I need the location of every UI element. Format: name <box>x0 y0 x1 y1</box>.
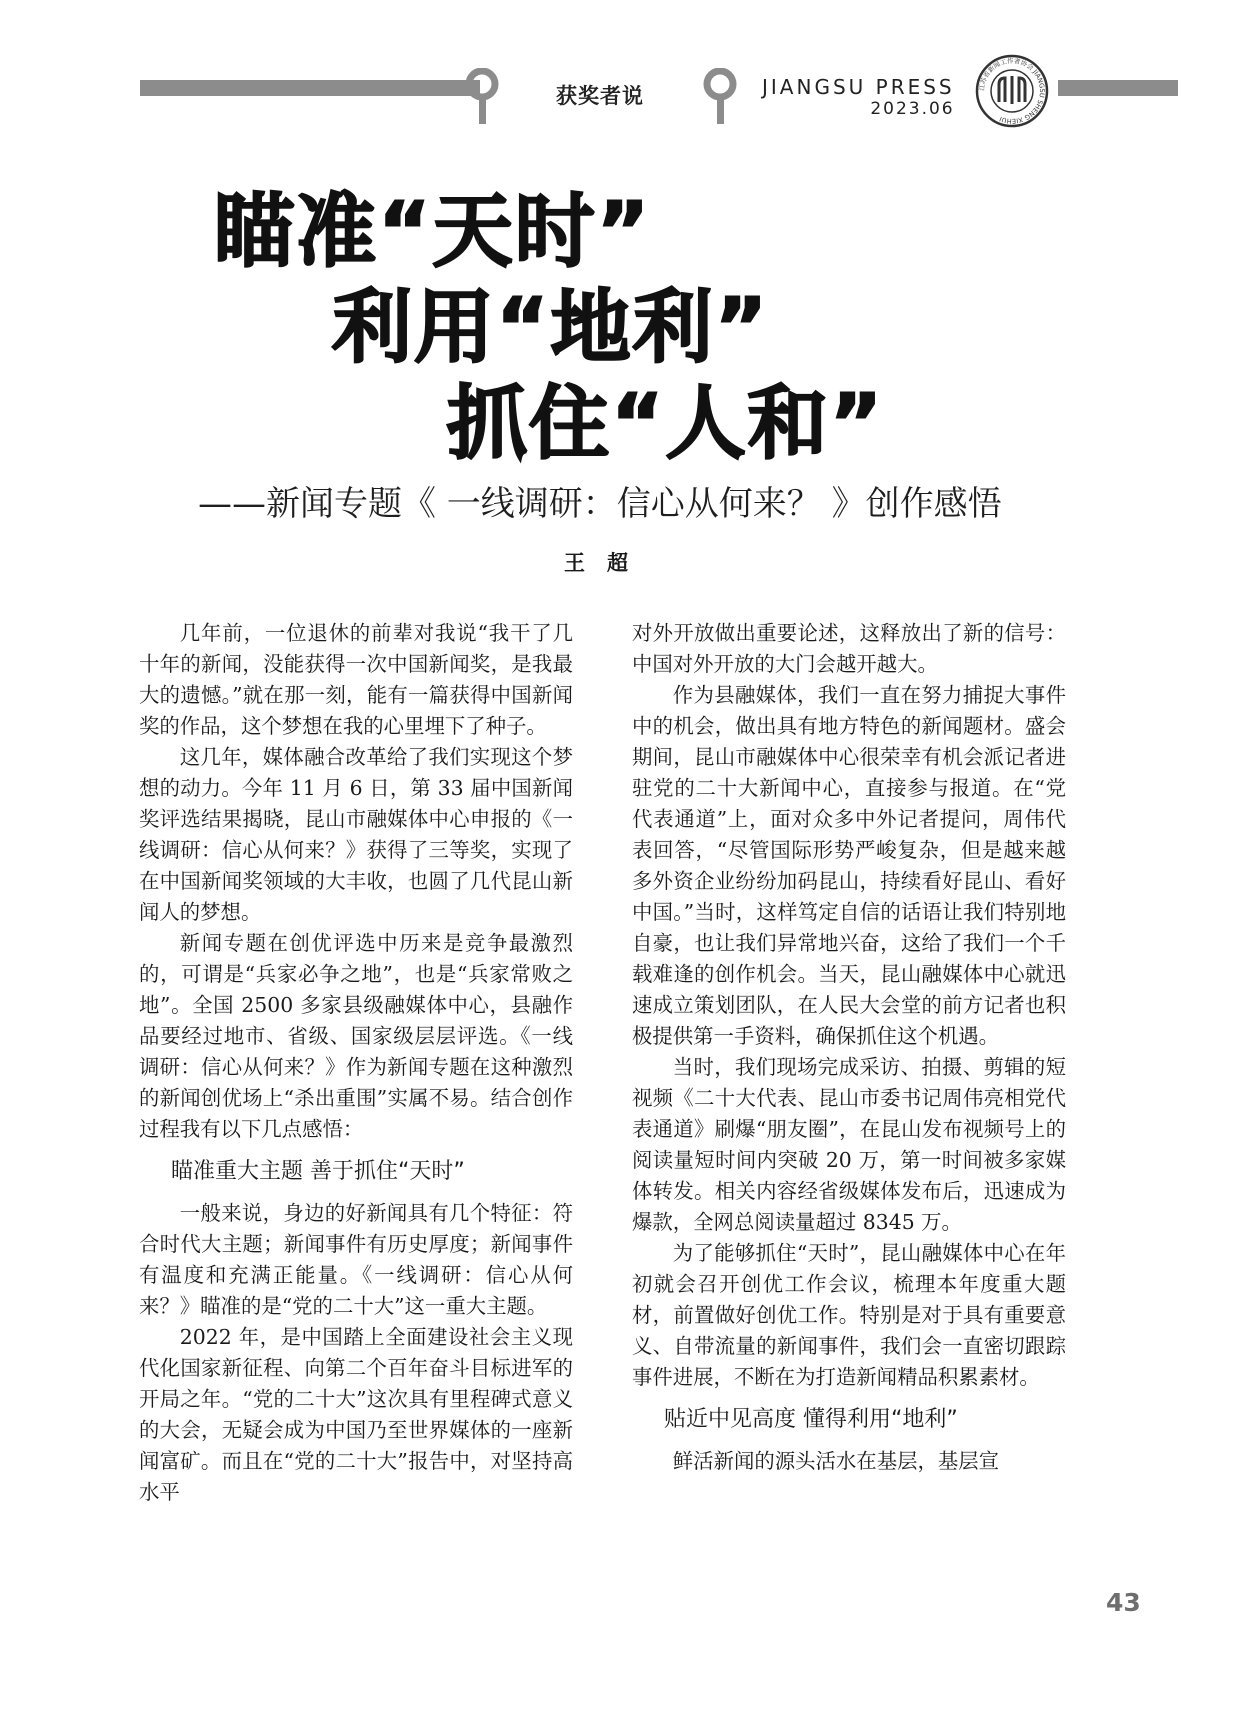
paragraph: 鲜活新闻的源头活水在基层，基层宣 <box>672 1449 1000 1473</box>
article-author: 王超 <box>564 551 650 575</box>
page-number: 43 <box>1106 1588 1141 1617</box>
journal-name <box>762 76 955 120</box>
paragraph: 几年前，一位退休的前辈对我说“我干了几十年的新闻，没能获得一次中国新闻奖，是我最大的遗憾。”就在那一刻，能有一篇获得中国新闻奖的作品，这个梦想在我的心里埋下了种子。 <box>139 621 573 738</box>
section-heading: 瞄准重大主题 善于抓住“天时” <box>171 1159 465 1184</box>
header-bar-right <box>1058 80 1178 96</box>
article-title-line-3: 抓住“人和” <box>447 377 885 470</box>
journal-issue: 2023.06 <box>870 99 955 119</box>
location-pin-icon <box>465 68 499 126</box>
paragraph: 为了能够抓住“天时”，昆山融媒体中心在年初就会召开创优工作会议，梳理本年度重大题材，前置做好创优工作。特别是对于具有重要意义、自带流量的新闻事件，我们会一直密切跟踪事件进展，不断在为打造新闻精品积累素材。 <box>632 1241 1066 1389</box>
left-column <box>139 618 573 1508</box>
journal-title: JIANGSU PRESS <box>762 75 955 99</box>
paragraph: 一般来说，身边的好新闻具有几个特征：符合时代大主题；新闻事件有历史厚度；新闻事件有温度和充满正能量。《一线调研：信心从何来？》瞄准的是“党的二十大”这一重大主题。 <box>139 1201 573 1318</box>
header-bar-left <box>140 80 480 96</box>
paragraph: 对外开放做出重要论述，这释放出了新的信号：中国对外开放的大门会越开越大。 <box>632 621 1066 676</box>
section-heading: 贴近中见高度 懂得利用“地利” <box>664 1407 958 1432</box>
right-column <box>632 618 1066 1477</box>
paragraph: 这几年，媒体融合改革给了我们实现这个梦想的动力。今年 11 月 6 日，第 33 届中国新闻奖评选结果揭晓，昆山市融媒体中心申报的《一线调研：信心从何来？》获得了三等奖，实现了在中国新闻奖领域的大丰收，也圆了几代昆山新闻人的梦想。 <box>139 745 573 924</box>
section-label: 获奖者说 <box>556 84 644 108</box>
paragraph: 当时，我们现场完成采访、拍摄、剪辑的短视频《二十大代表、昆山市委书记周伟亮相党代表通道》刷爆“朋友圈”，在昆山发布视频号上的阅读量短时间内突破 20 万，第一时间被多家媒体转发。相关内容经省级媒体发布后，迅速成为爆款，全网总阅读量超过 8345 万。 <box>632 1055 1066 1234</box>
paragraph: 新闻专题在创优评选中历来是竞争最激烈的，可谓是“兵家必争之地”，也是“兵家常败之地”。全国 2500 多家县级融媒体中心，县融作品要经过地市、省级、国家级层层评选。《一线调研：信心从何来？》作为新闻专题在这种激烈的新闻创优场上“杀出重围”实属不易。结合创作过程我有以下几点感悟： <box>139 931 573 1141</box>
svg-text:江苏省新闻工作者协会 JIANGSU SHENG XIEHU: 江苏省新闻工作者协会 JIANGSU SHENG XIEHUI <box>977 56 1047 126</box>
article-title-line-2: 利用“地利” <box>332 281 770 374</box>
article-title-line-1: 瞄准“天时” <box>214 185 652 278</box>
association-seal-icon <box>975 54 1049 128</box>
location-pin-icon <box>703 68 737 126</box>
paragraph: 作为县融媒体，我们一直在努力捕捉大事件中的机会，做出具有地方特色的新闻题材。盛会期间，昆山市融媒体中心很荣幸有机会派记者进驻党的二十大新闻中心，直接参与报道。在“党代表通道”上，面对众多中外记者提问，周伟代表回答，“尽管国际形势严峻复杂，但是越来越多外资企业纷纷加码昆山，持续看好昆山、看好中国。”当时，这样笃定自信的话语让我们特别地自豪，也让我们异常地兴奋，这给了我们一个千载难逢的创作机会。当天，昆山融媒体中心就迅速成立策划团队，在人民大会堂的前方记者也积极提供第一手资料，确保抓住这个机遇。 <box>632 683 1066 1048</box>
article-subtitle: ——新闻专题《 一线调研：信心从何来？ 》创作感悟 <box>198 484 1002 524</box>
paragraph: 2022 年，是中国踏上全面建设社会主义现代化国家新征程、向第二个百年奋斗目标进军的开局之年。“党的二十大”这次具有里程碑式意义的大会，无疑会成为中国乃至世界媒体的一座新闻富矿。而且在“党的二十大”报告中，对坚持高水平 <box>139 1325 573 1504</box>
